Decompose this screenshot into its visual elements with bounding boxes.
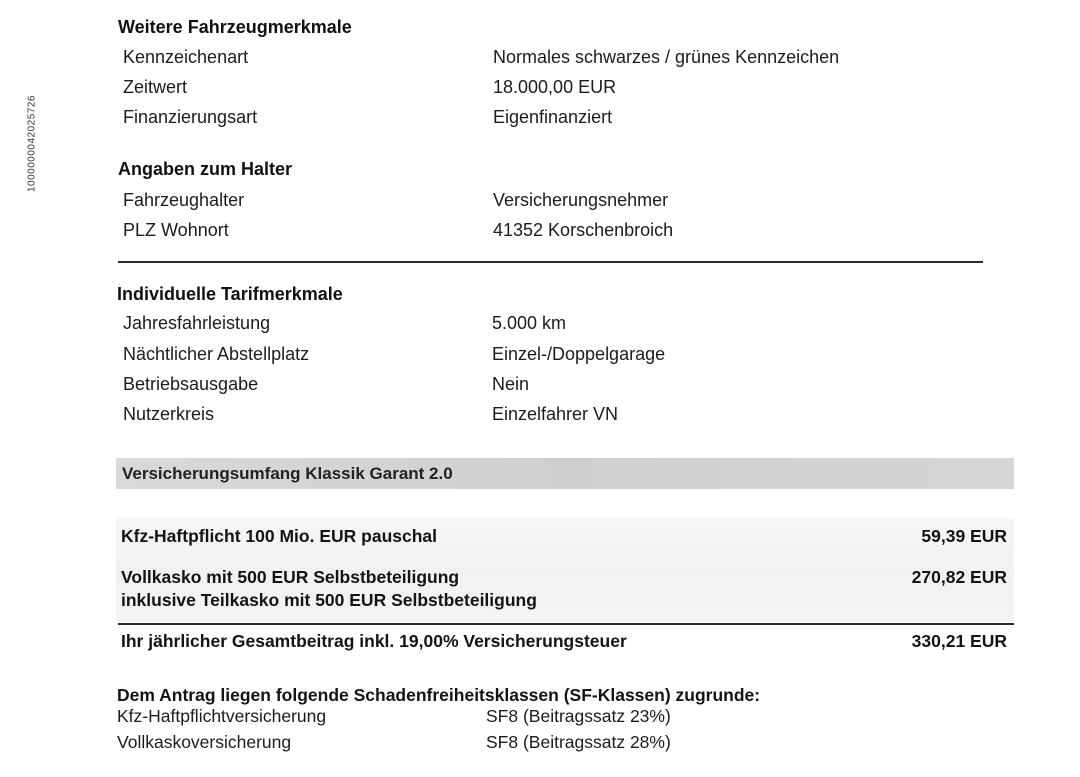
coverage-amount-liability: 59,39 EUR bbox=[921, 526, 1007, 546]
row-label-user-group: Nutzerkreis bbox=[123, 404, 215, 424]
total-amount: 330,21 EUR bbox=[911, 631, 1007, 651]
row-value-current-value: 18.000,00 EUR bbox=[493, 77, 617, 97]
coverage-amount-comprehensive: 270,82 EUR bbox=[911, 567, 1007, 587]
sf-classes-heading: Dem Antrag liegen folgende Schadenfreiheitsklassen (SF-Klassen) zugrunde: bbox=[117, 685, 761, 705]
coverage-banner bbox=[116, 458, 1014, 489]
row-label-financing: Finanzierungsart bbox=[123, 107, 258, 127]
row-label-plate-type: Kennzeichenart bbox=[123, 47, 249, 67]
total-label: Ihr jährlicher Gesamtbeitrag inkl. 19,00% Versicherungsteuer bbox=[121, 631, 627, 651]
row-value-annual-mileage: 5.000 km bbox=[492, 313, 567, 333]
document-id: 1000000042025726 bbox=[26, 95, 38, 193]
row-label-vehicle-holder: Fahrzeughalter bbox=[123, 190, 245, 210]
row-value-business-expense: Nein bbox=[492, 374, 530, 394]
row-label-current-value: Zeitwert bbox=[123, 77, 188, 97]
row-value-postcode: 41352 Korschenbroich bbox=[493, 220, 674, 240]
row-label-annual-mileage: Jahresfahrleistung bbox=[123, 313, 271, 333]
sf-label-liability: Kfz-Haftpflichtversicherung bbox=[117, 706, 327, 726]
sf-value-liability: SF8 (Beitragssatz 23%) bbox=[486, 706, 671, 726]
sf-label-comprehensive: Vollkaskoversicherung bbox=[117, 732, 292, 752]
coverage-item-liability: Kfz-Haftpflicht 100 Mio. EUR pauschal bbox=[121, 526, 438, 546]
divider bbox=[118, 261, 983, 263]
sf-value-comprehensive: SF8 (Beitragssatz 28%) bbox=[486, 732, 671, 752]
row-value-vehicle-holder: Versicherungsnehmer bbox=[493, 190, 669, 210]
coverage-item-comprehensive: Vollkasko mit 500 EUR Selbstbeteiligung bbox=[121, 567, 460, 587]
row-value-user-group: Einzelfahrer VN bbox=[492, 404, 619, 424]
section-heading-tariff: Individuelle Tarifmerkmale bbox=[117, 284, 343, 304]
row-label-postcode: PLZ Wohnort bbox=[123, 220, 229, 240]
coverage-item-comprehensive-detail: inklusive Teilkasko mit 500 EUR Selbstbeteiligung bbox=[121, 590, 537, 610]
coverage-banner-title: Versicherungsumfang Klassik Garant 2.0 bbox=[122, 464, 453, 483]
row-value-plate-type: Normales schwarzes / grünes Kennzeichen bbox=[493, 47, 840, 67]
row-value-night-parking: Einzel-/Doppelgarage bbox=[492, 344, 666, 364]
section-heading-vehicle: Weitere Fahrzeugmerkmale bbox=[118, 17, 352, 37]
total-divider bbox=[118, 623, 1014, 625]
row-value-financing: Eigenfinanziert bbox=[493, 107, 613, 127]
section-heading-holder: Angaben zum Halter bbox=[118, 159, 293, 179]
row-label-business-expense: Betriebsausgabe bbox=[123, 374, 259, 394]
row-label-night-parking: Nächtlicher Abstellplatz bbox=[123, 344, 310, 364]
